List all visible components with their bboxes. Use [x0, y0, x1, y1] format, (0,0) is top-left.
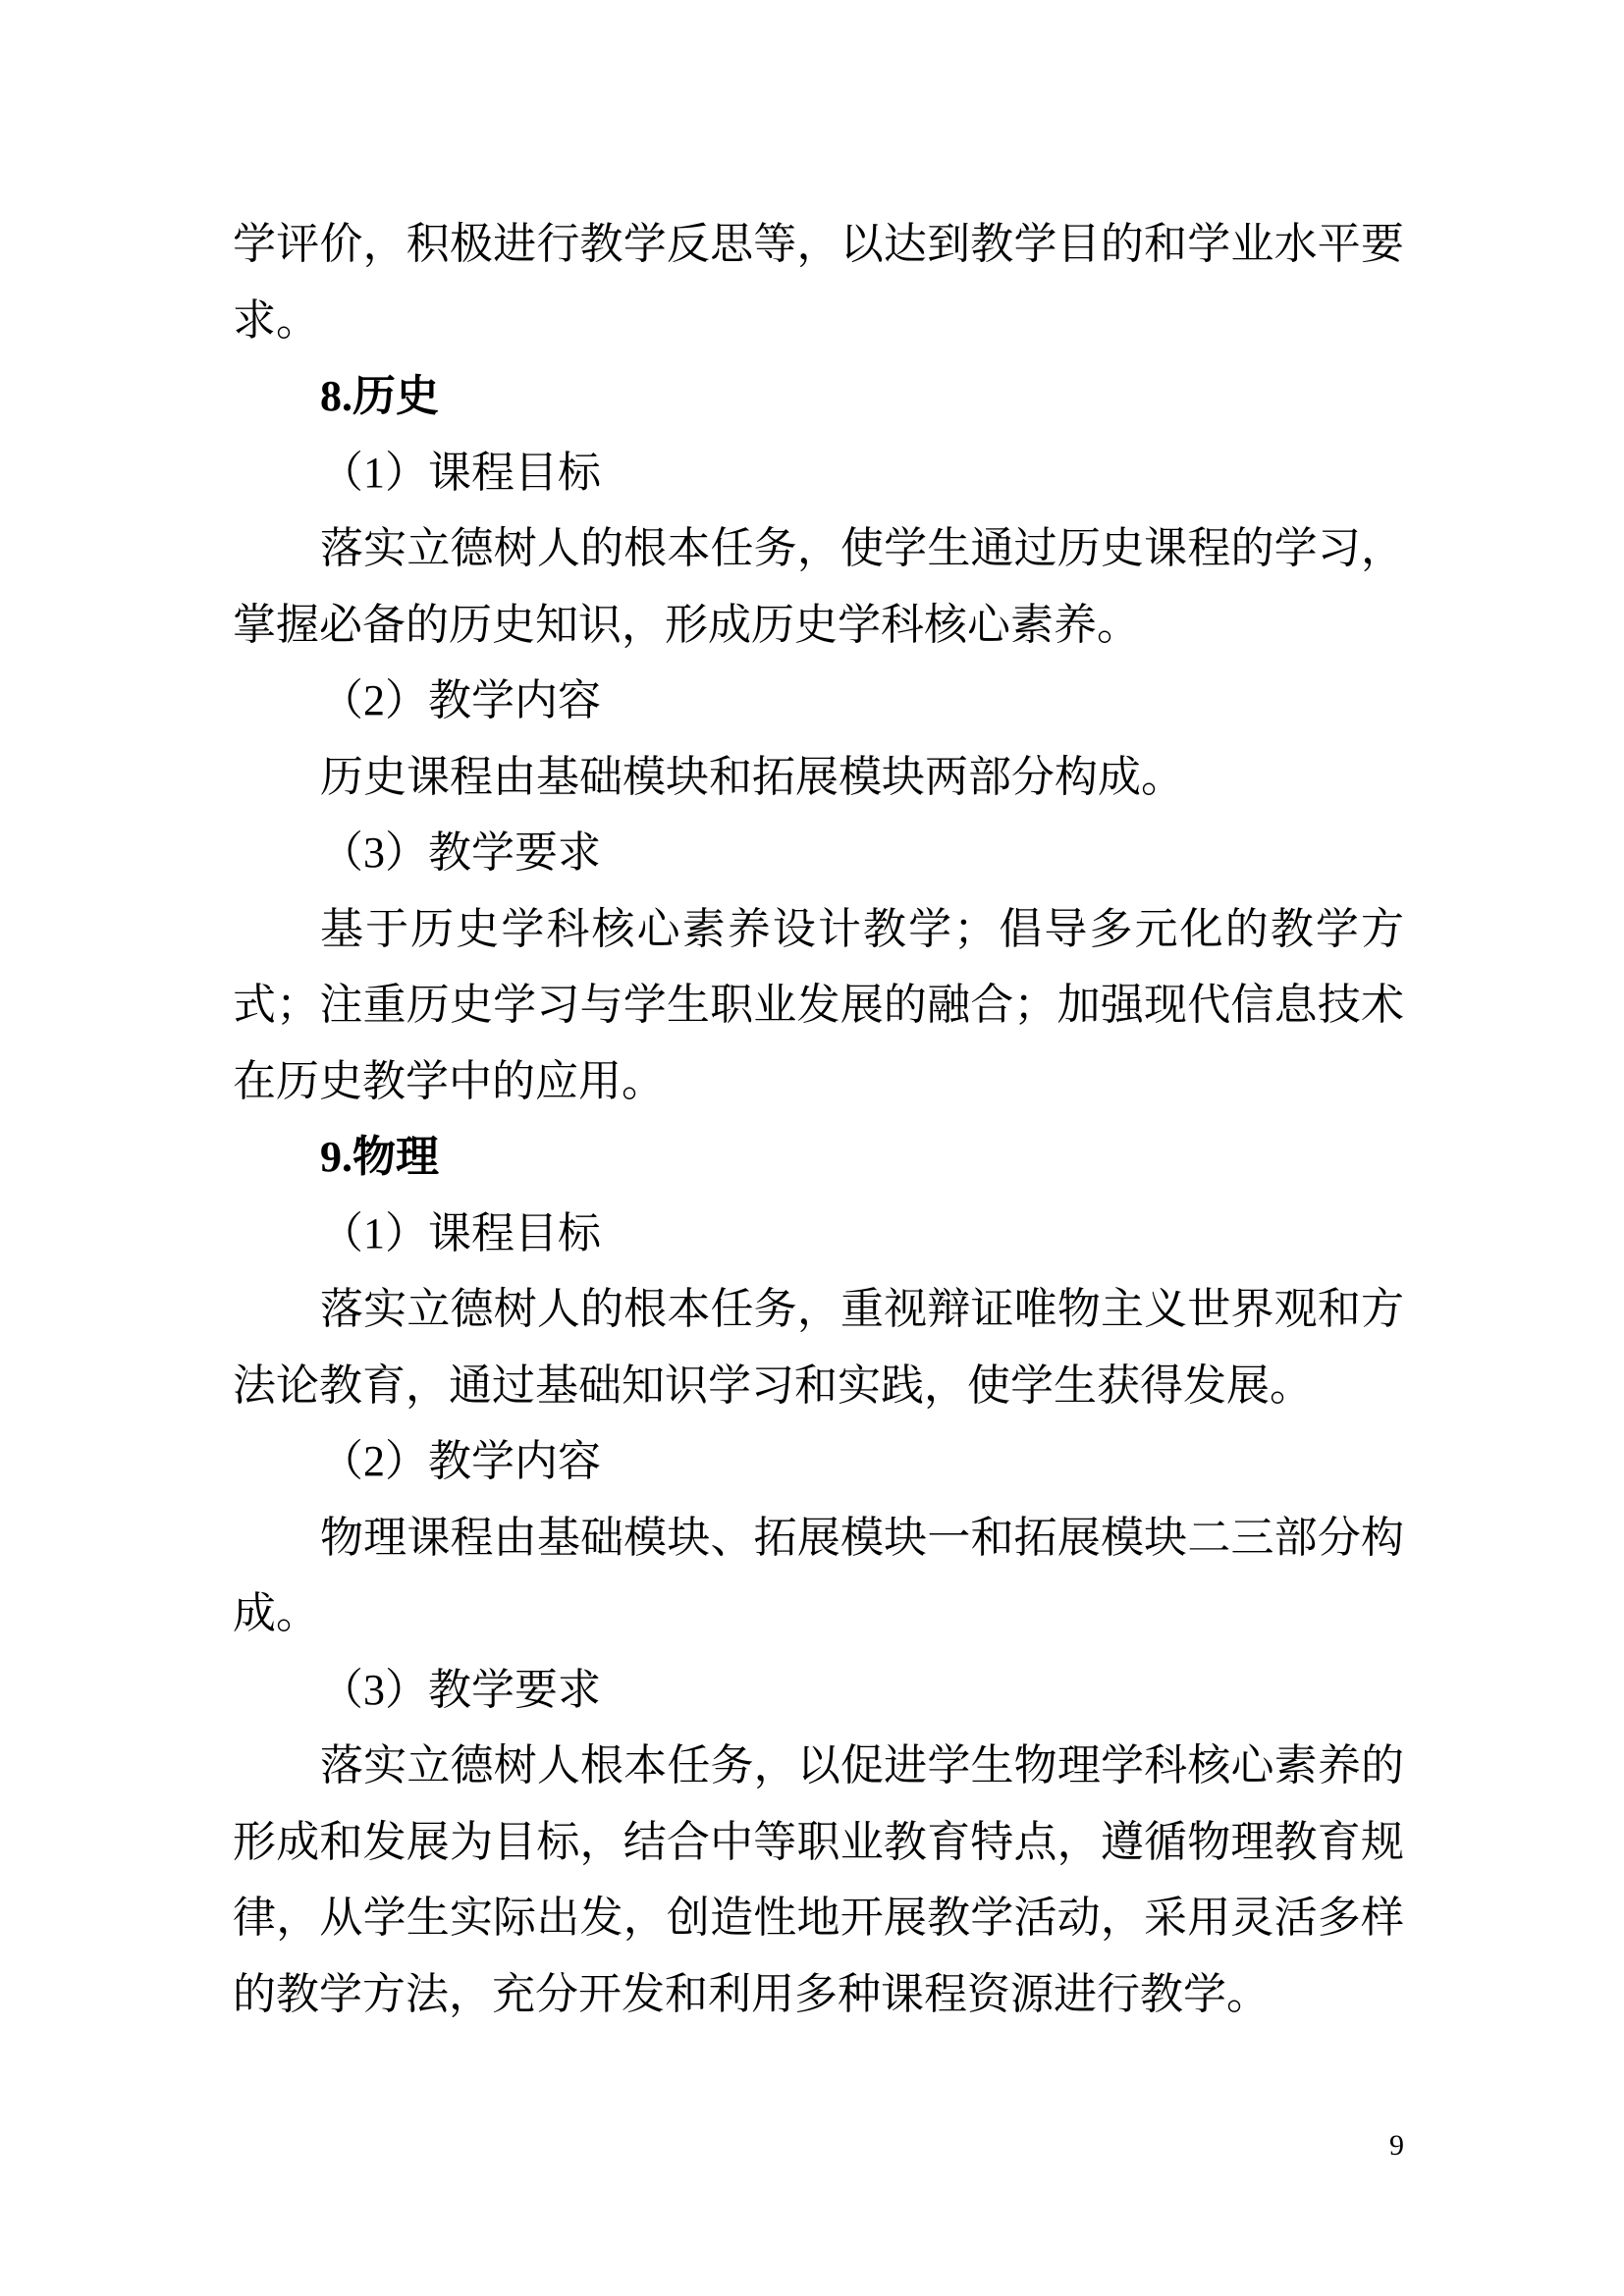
text-line: 律，从学生实际出发，创造性地开展教学活动，采用灵活多样	[233, 1894, 1404, 1942]
text-line: 学评价，积极进行教学反思等，以达到教学目的和学业水平要	[233, 220, 1404, 268]
text-line: （3）教学要求	[320, 1665, 601, 1714]
text-line: 掌握必备的历史知识，形成历史学科核心素养。	[233, 600, 1140, 649]
text-line: 落实立德树人的根本任务，重视辩证唯物主义世界观和方	[320, 1285, 1404, 1333]
text-line: 的教学方法，充分开发和利用多种课程资源进行教学。	[233, 1969, 1270, 2018]
text-line: 落实立德树人的根本任务，使学生通过历史课程的学习，	[320, 524, 1404, 572]
text-line: （1）课程目标	[320, 448, 601, 497]
text-line: 成。	[233, 1589, 319, 1637]
text-line: 求。	[233, 295, 319, 345]
section-heading-line: 8.历史	[320, 372, 439, 420]
text-line: 在历史教学中的应用。	[233, 1056, 665, 1105]
page-number: 9	[1389, 2129, 1404, 2162]
text-line: （2）教学内容	[320, 676, 601, 724]
text-line: 物理课程由基础模块、拓展模块一和拓展模块二三部分构	[320, 1513, 1404, 1562]
text-block	[233, 206, 1404, 2032]
text-line: 法论教育，通过基础知识学习和实践，使学生获得发展。	[233, 1361, 1313, 1410]
text-line: （3）教学要求	[320, 828, 601, 877]
text-line: 落实立德树人根本任务，以促进学生物理学科核心素养的	[320, 1741, 1404, 1789]
text-line: （1）课程目标	[320, 1208, 601, 1257]
text-line: （2）教学内容	[320, 1437, 601, 1485]
text-line: 基于历史学科核心素养设计教学；倡导多元化的教学方	[320, 904, 1404, 953]
text-line: 式；注重历史学习与学生职业发展的融合；加强现代信息技术	[233, 981, 1404, 1029]
text-line: 历史课程由基础模块和拓展模块两部分构成。	[320, 752, 1184, 801]
section-heading-line: 9.物理	[320, 1133, 439, 1181]
text-line: 形成和发展为目标，结合中等职业教育特点，遵循物理教育规	[233, 1817, 1404, 1866]
